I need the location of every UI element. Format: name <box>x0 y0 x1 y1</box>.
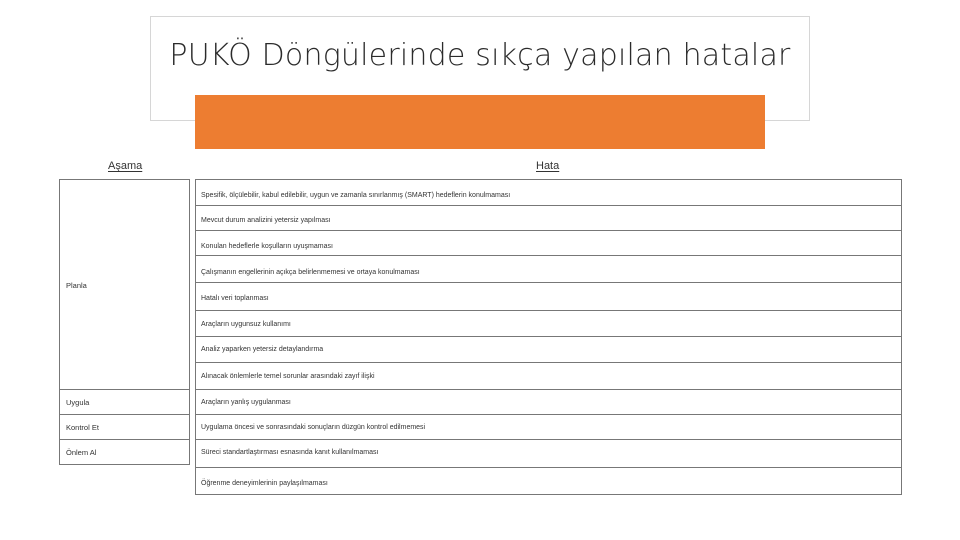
header-error: Hata <box>536 160 560 172</box>
error-text: Analiz yaparken yetersiz detaylandırma <box>201 346 324 353</box>
error-row <box>195 336 902 363</box>
error-row <box>195 414 902 440</box>
error-text: Araçların yanlış uygulanması <box>201 399 291 406</box>
slide-title: PUKÖ Döngülerinde sıkça yapılan hatalar <box>169 38 791 73</box>
error-text: Çalışmanın engellerinin açıkça belirlenmemesi ve ortaya konulmaması <box>201 269 420 276</box>
error-row <box>195 179 902 206</box>
header-phase: Aşama <box>108 160 143 172</box>
phase-label-plan: Planla <box>66 281 87 290</box>
error-text: Mevcut durum analizini yetersiz yapılması <box>201 217 331 224</box>
error-row <box>195 389 902 415</box>
phase-label-act: Önlem Al <box>66 448 97 457</box>
error-text: Konulan hedeflerle koşulların uyuşmaması <box>201 243 333 250</box>
phase-label-do: Uygula <box>66 398 90 407</box>
error-text: Hatalı veri toplanması <box>201 295 269 302</box>
phase-label-check: Kontrol Et <box>66 423 99 432</box>
error-text: Öğrenme deneyimlerinin paylaşılmaması <box>201 480 328 487</box>
error-row <box>195 230 902 256</box>
error-row <box>195 467 902 495</box>
error-text: Süreci standartlaştırması esnasında kanıt kullanılmaması <box>201 449 379 456</box>
error-row <box>195 282 902 311</box>
error-row <box>195 255 902 283</box>
phase-cell-check <box>59 414 190 440</box>
phase-cell-act <box>59 439 190 465</box>
error-row <box>195 439 902 468</box>
error-text: Spesifik, ölçülebilir, kabul edilebilir, uygun ve zamanla sınırlanmış (SMART) hedeflerin konulmaması <box>201 192 511 199</box>
error-row <box>195 310 902 337</box>
error-row <box>195 362 902 390</box>
error-text: Alınacak önlemlerle temel sorunlar arasındaki zayıf ilişki <box>201 373 375 380</box>
phase-cell-plan <box>59 179 190 390</box>
phase-cell-do <box>59 389 190 415</box>
error-text: Uygulama öncesi ve sonrasındaki sonuçların düzgün kontrol edilmemesi <box>201 424 426 431</box>
error-text: Araçların uygunsuz kullanımı <box>201 321 291 328</box>
error-row <box>195 205 902 231</box>
